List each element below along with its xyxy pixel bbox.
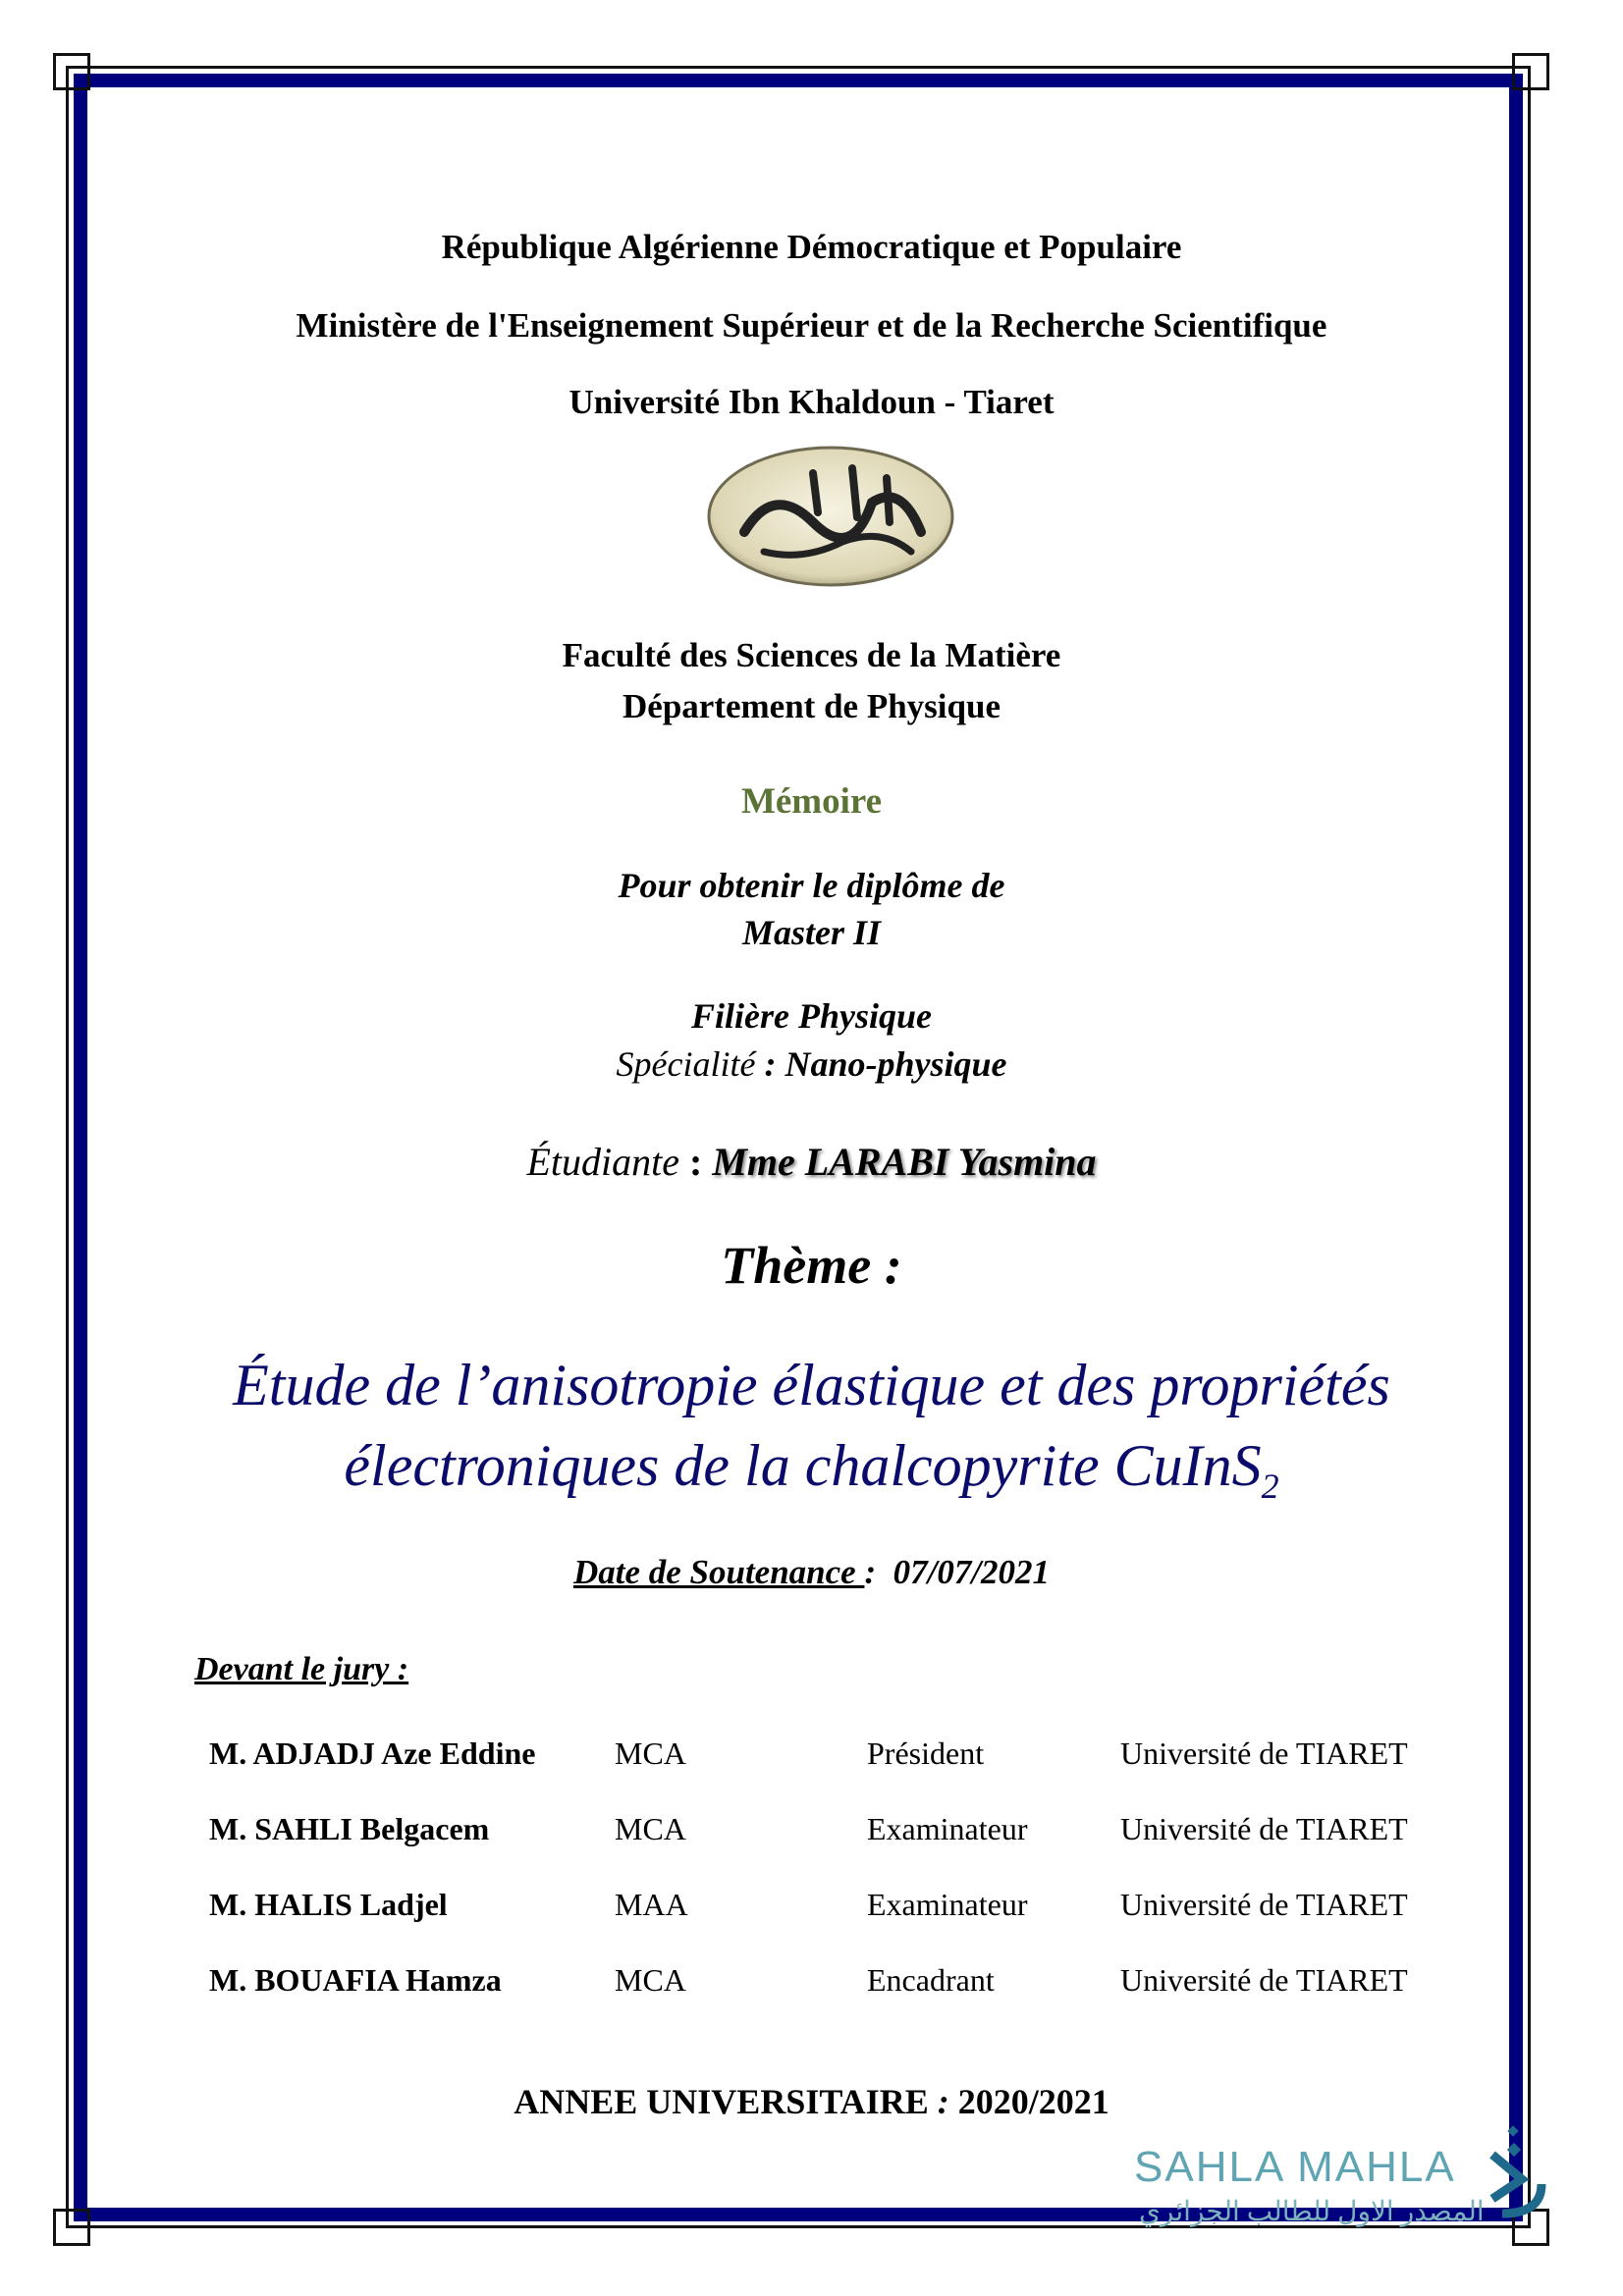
- border-corner: [1512, 53, 1549, 90]
- jury-name: M. SAHLI Belgacem: [209, 1811, 490, 1846]
- degree: Master II: [741, 913, 882, 952]
- field: Filière Physique: [691, 996, 932, 1036]
- student-sep: :: [678, 1140, 713, 1184]
- border-corner: [53, 53, 90, 90]
- jury-role: Examinateur: [867, 1811, 1028, 1846]
- faculty-heading: Faculté des Sciences de la Matière: [562, 636, 1061, 674]
- student-label: Étudiante: [526, 1140, 679, 1184]
- speciality: [0, 1043, 1623, 1085]
- watermark-brand: SAHLA MAHLA: [1134, 2143, 1456, 2191]
- academic-year: [0, 2081, 1623, 2122]
- republic-heading: République Algérienne Démocratique et Populaire: [441, 228, 1182, 266]
- student-name: Mme LARABI Yasmina: [712, 1140, 1097, 1184]
- jury-label: Devant le jury :: [194, 1651, 409, 1687]
- theme-label: Thème :: [721, 1236, 902, 1295]
- ministry-heading: Ministère de l'Enseignement Supérieur et de la Recherche Scientifique: [296, 306, 1327, 345]
- academic-year-sep: :: [928, 2082, 958, 2121]
- jury-institution: Université de TIARET: [1120, 1735, 1408, 1771]
- diploma-purpose: Pour obtenir le diplôme de: [618, 866, 1005, 905]
- jury-grade: MCA: [615, 1962, 686, 1998]
- jury-role: Examinateur: [867, 1887, 1028, 1922]
- jury-institution: Université de TIARET: [1120, 1962, 1408, 1998]
- memoire-label: Mémoire: [740, 781, 883, 822]
- watermark-logo-icon: [1483, 2125, 1547, 2219]
- jury-grade: MAA: [615, 1887, 688, 1922]
- academic-year-label: ANNEE UNIVERSITAIRE: [514, 2082, 929, 2121]
- watermark-tagline: المصدر الاول للطالب الجزائري: [1139, 2197, 1485, 2227]
- defense-date: [0, 1553, 1623, 1592]
- jury-institution: Université de TIARET: [1120, 1887, 1408, 1922]
- jury-role: Encadrant: [867, 1962, 995, 1998]
- jury-role: Président: [867, 1735, 985, 1771]
- jury-name: M. ADJADJ Aze Eddine: [209, 1735, 536, 1771]
- academic-year-value: 2020/2021: [957, 2082, 1109, 2121]
- department-heading: Département de Physique: [622, 687, 1001, 725]
- defense-label: Date de Soutenance: [572, 1553, 865, 1591]
- thesis-title-line2: [0, 1425, 1623, 1526]
- university-heading: Université Ibn Khaldoun - Tiaret: [568, 383, 1055, 421]
- defense-sep: :: [864, 1553, 893, 1591]
- defense-date-value: 07/07/2021: [893, 1553, 1051, 1591]
- thesis-title-subscript: 2: [1261, 1467, 1279, 1506]
- thesis-title-line1: Étude de l’anisotropie élastique et des propriétés: [233, 1353, 1390, 1417]
- jury-grade: MCA: [615, 1735, 686, 1771]
- thesis-title-text: électroniques de la chalcopyrite CuInS: [344, 1433, 1262, 1498]
- student: [0, 1139, 1623, 1185]
- jury-grade: MCA: [615, 1811, 686, 1846]
- speciality-label: Spécialité: [616, 1044, 756, 1084]
- jury-name: M. HALIS Ladjel: [209, 1887, 448, 1922]
- border-corner: [53, 2209, 90, 2246]
- jury-name: M. BOUAFIA Hamza: [209, 1962, 502, 1998]
- jury-institution: Université de TIARET: [1120, 1811, 1408, 1846]
- university-logo: [705, 444, 956, 589]
- speciality-value: : Nano-physique: [764, 1044, 1007, 1084]
